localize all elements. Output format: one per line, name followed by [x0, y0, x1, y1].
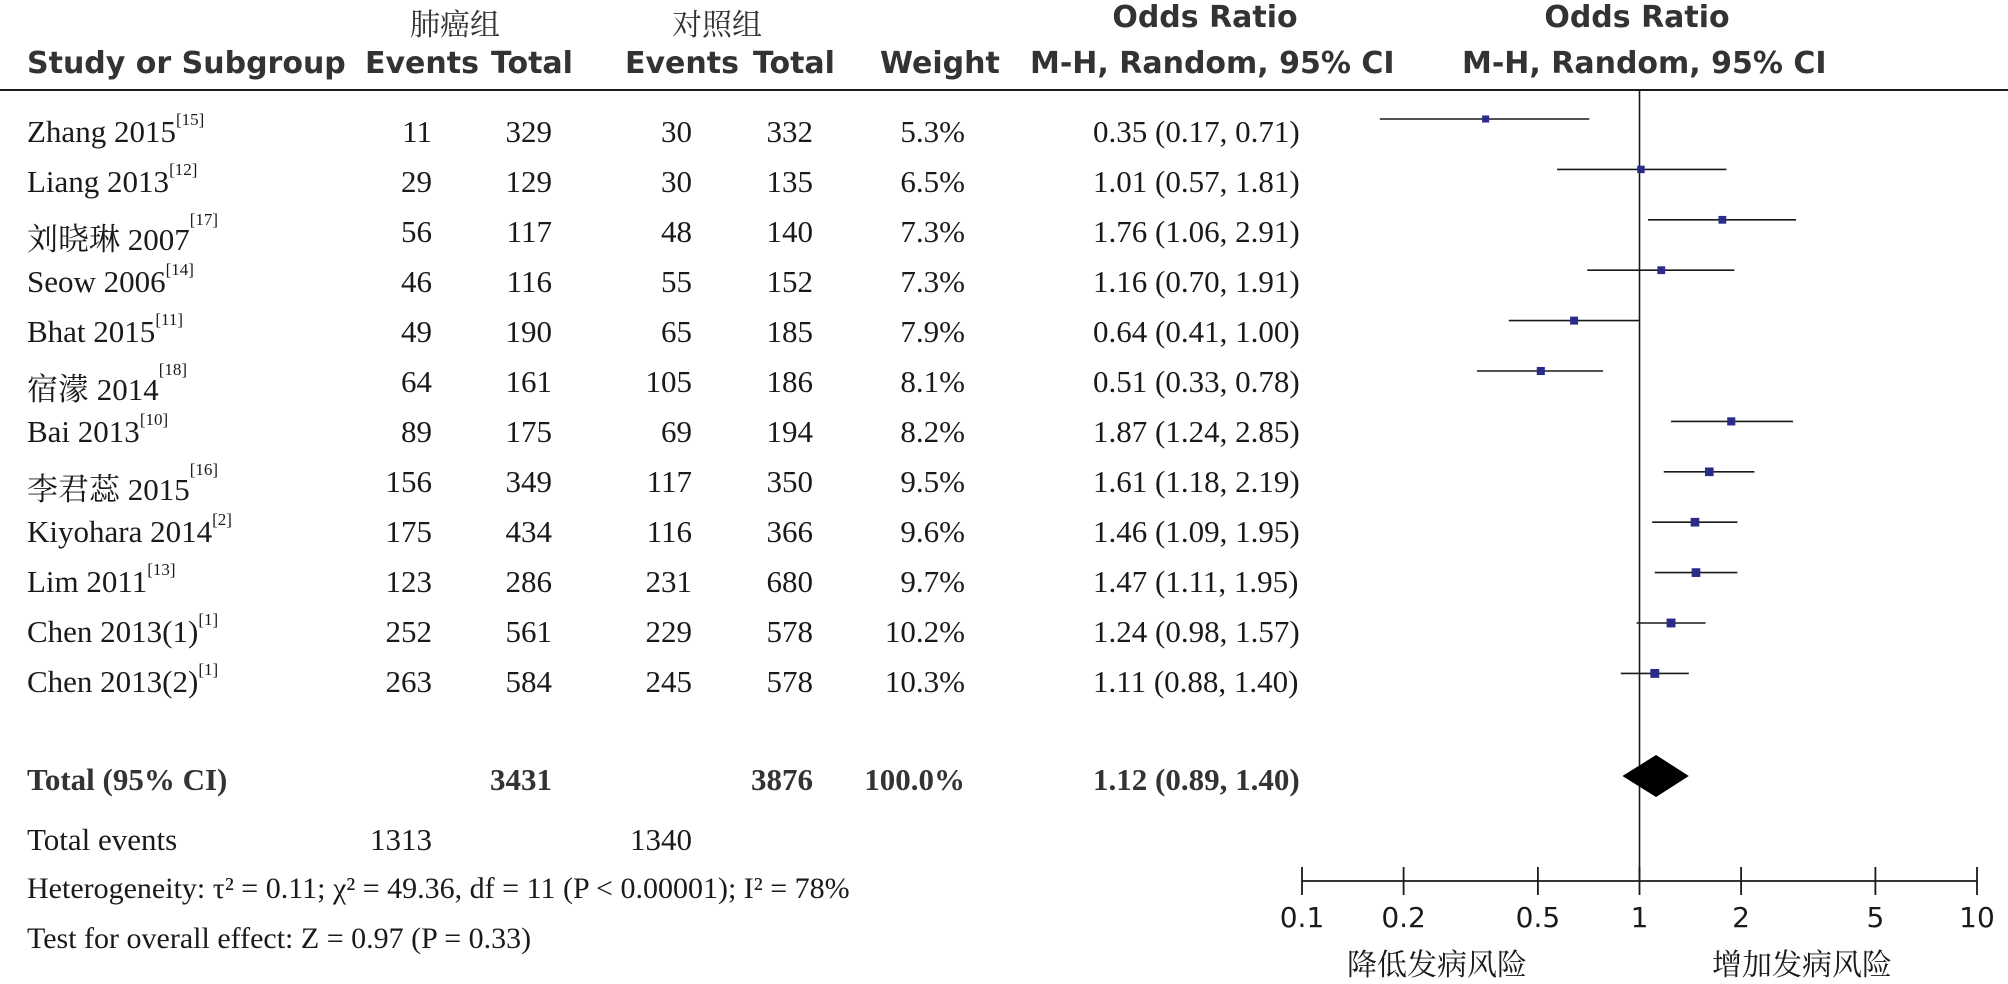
plot-method-header: M-H, Random, 95% CI [1462, 46, 1827, 81]
weight-value: 7.3% [900, 214, 965, 249]
point-estimate [1570, 317, 1578, 325]
or-ci-value: 1.61 (1.18, 2.19) [1093, 464, 1300, 499]
events2-value: 231 [645, 564, 692, 599]
total-events-label: Total events [27, 822, 178, 857]
total1-value: 349 [505, 464, 552, 499]
point-estimate [1667, 619, 1676, 628]
study-name: Bai 2013[10] [27, 410, 169, 449]
events2-value: 245 [645, 664, 692, 699]
total-label: Total (95% CI) [27, 762, 228, 797]
or-ci-value: 0.64 (0.41, 1.00) [1093, 314, 1300, 349]
total1-value: 190 [505, 314, 552, 349]
weight-value: 8.1% [900, 364, 965, 399]
weight-value: 9.7% [900, 564, 965, 599]
total1-value: 434 [505, 514, 552, 549]
study-name: Bhat 2015[11] [27, 310, 184, 349]
study-name: Zhang 2015[15] [27, 110, 205, 149]
citation: [2] [212, 510, 232, 529]
events1-value: 156 [385, 464, 432, 499]
pooled-diamond [1622, 755, 1688, 797]
study-name: 宿濛 2014[18] [27, 360, 188, 407]
x-tick-label: 0.1 [1279, 901, 1325, 934]
events2-value: 48 [661, 214, 692, 249]
events1-value: 11 [402, 114, 432, 149]
study-name: 李君蕊 2015[16] [27, 460, 219, 507]
or-ci-value: 1.87 (1.24, 2.85) [1093, 414, 1300, 449]
events2-value: 105 [645, 364, 692, 399]
study-name: Kiyohara 2014[2] [27, 510, 232, 549]
or-ci-value: 0.51 (0.33, 0.78) [1093, 364, 1300, 399]
events2-value: 65 [661, 314, 692, 349]
citation: [11] [155, 310, 184, 329]
total1-value: 286 [505, 564, 552, 599]
total2-value: 140 [766, 214, 813, 249]
or-ci-value: 1.11 (0.88, 1.40) [1093, 664, 1299, 699]
weight-value: 6.5% [900, 164, 965, 199]
total2-value: 194 [766, 414, 813, 449]
citation: [15] [175, 110, 205, 129]
favours-right-label: 增加发病风险 [1712, 948, 1892, 983]
group2-header: 对照组 [672, 8, 762, 43]
events2-value: 30 [661, 114, 692, 149]
events1-value: 89 [401, 414, 432, 449]
total2-header: Total [753, 46, 835, 81]
citation: [1] [198, 610, 219, 629]
total1-value: 129 [505, 164, 552, 199]
favours-left-label: 降低发病风险 [1347, 948, 1527, 983]
x-tick-label: 10 [1959, 901, 1995, 934]
citation: [17] [189, 210, 219, 229]
or-ci-value: 0.35 (0.17, 0.71) [1093, 114, 1300, 149]
weight-value: 10.3% [884, 664, 965, 699]
point-estimate [1650, 669, 1659, 678]
study-name: Liang 2013[12] [27, 160, 198, 199]
x-tick-label: 1 [1630, 901, 1649, 934]
events1-value: 29 [401, 164, 432, 199]
point-estimate [1691, 518, 1700, 527]
total1-value: 161 [505, 364, 552, 399]
or-column-title: Odds Ratio [1112, 0, 1298, 35]
citation: [14] [165, 260, 194, 279]
point-estimate [1537, 367, 1545, 375]
citation: [13] [147, 560, 176, 579]
total1-value: 584 [505, 664, 552, 699]
events1-value: 46 [401, 264, 432, 299]
total1-value: 3431 [490, 762, 552, 797]
x-tick-label: 5 [1866, 901, 1885, 934]
events1-value: 252 [385, 614, 432, 649]
events2-value: 229 [645, 614, 692, 649]
total1-header: Total [491, 46, 573, 81]
events1-value: 56 [401, 214, 432, 249]
total2-value: 680 [766, 564, 813, 599]
point-estimate [1727, 417, 1735, 425]
citation: [10] [139, 410, 169, 429]
weight-value: 7.9% [900, 314, 965, 349]
total2-value: 186 [766, 364, 813, 399]
heterogeneity-stats: Heterogeneity: τ² = 0.11; χ² = 49.36, df = 11 (P < 0.00001); I² = 78% [27, 872, 850, 905]
x-tick-label: 0.2 [1381, 901, 1426, 934]
or-ci-value: 1.01 (0.57, 1.81) [1093, 164, 1300, 199]
total1-value: 329 [505, 114, 552, 149]
weight-value: 9.5% [900, 464, 965, 499]
or-method-header: M-H, Random, 95% CI [1030, 46, 1395, 81]
total2-value: 578 [766, 664, 813, 699]
events1-value: 49 [401, 314, 432, 349]
events2-value: 116 [646, 514, 692, 549]
total1-value: 116 [506, 264, 552, 299]
or-ci-value: 1.47 (1.11, 1.95) [1093, 564, 1299, 599]
events2-value: 117 [646, 464, 692, 499]
total2-value: 350 [766, 464, 813, 499]
citation: [12] [169, 160, 198, 179]
total-weight: 100.0% [864, 762, 965, 797]
events1-value: 64 [401, 364, 432, 399]
or-ci-value: 1.46 (1.09, 1.95) [1093, 514, 1300, 549]
events2-value: 69 [661, 414, 692, 449]
citation: [16] [189, 460, 219, 479]
total1-value: 561 [505, 614, 552, 649]
study-column-header: Study or Subgroup [27, 46, 346, 81]
point-estimate [1482, 115, 1489, 122]
study-name: Chen 2013(2)[1] [27, 660, 219, 699]
events1-value: 123 [385, 564, 432, 599]
or-ci-value: 1.16 (0.70, 1.91) [1093, 264, 1300, 299]
plot-title: Odds Ratio [1544, 0, 1730, 35]
study-name: 刘晓琳 2007[17] [27, 210, 219, 257]
events1-header: Events [365, 46, 479, 81]
weight-value: 10.2% [884, 614, 965, 649]
pooled-or-ci: 1.12 (0.89, 1.40) [1093, 762, 1300, 797]
events2-header: Events [625, 46, 739, 81]
total2-value: 366 [766, 514, 813, 549]
events2-value: 30 [661, 164, 692, 199]
study-name: Lim 2011[13] [27, 560, 176, 599]
events1-value: 175 [385, 514, 432, 549]
weight-value: 9.6% [900, 514, 965, 549]
weight-value: 5.3% [900, 114, 965, 149]
x-tick-label: 2 [1732, 901, 1751, 934]
total1-value: 175 [505, 414, 552, 449]
citation: [1] [198, 660, 219, 679]
point-estimate [1705, 467, 1714, 476]
study-name: Seow 2006[14] [27, 260, 194, 299]
total2-value: 3876 [751, 762, 813, 797]
events2-value: 55 [661, 264, 692, 299]
total2-value: 578 [766, 614, 813, 649]
total2-value: 332 [766, 114, 813, 149]
point-estimate [1718, 216, 1726, 224]
group1-header: 肺癌组 [410, 8, 500, 43]
or-ci-value: 1.24 (0.98, 1.57) [1093, 614, 1300, 649]
total-events1-value: 1313 [370, 822, 432, 857]
citation: [18] [158, 360, 188, 379]
total-events2-value: 1340 [630, 822, 692, 857]
point-estimate [1657, 266, 1665, 274]
weight-value: 8.2% [900, 414, 965, 449]
overall-effect-test: Test for overall effect: Z = 0.97 (P = 0.33) [27, 922, 532, 955]
weight-value: 7.3% [900, 264, 965, 299]
x-tick-label: 0.5 [1515, 901, 1561, 934]
study-name: Chen 2013(1)[1] [27, 610, 219, 649]
total1-value: 117 [506, 214, 552, 249]
total2-value: 135 [766, 164, 813, 199]
total2-value: 185 [766, 314, 813, 349]
events1-value: 263 [385, 664, 432, 699]
total2-value: 152 [766, 264, 813, 299]
point-estimate [1637, 166, 1644, 173]
point-estimate [1692, 568, 1701, 577]
weight-header: Weight [880, 46, 1000, 81]
or-ci-value: 1.76 (1.06, 2.91) [1093, 214, 1300, 249]
